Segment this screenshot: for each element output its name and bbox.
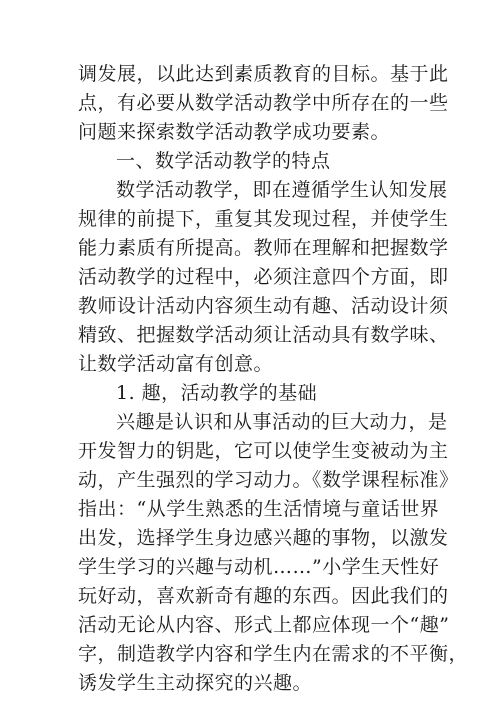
subsection-heading: 1. 趣，活动教学的基础 (116, 382, 318, 404)
text-line: 活动无论从内容、形式上都应体现一个“趣” (78, 614, 450, 636)
section-heading: 一、数学活动教学的特点 (116, 150, 331, 172)
text-line: 指出：“从学生熟悉的生活情境与童话世界 (78, 498, 440, 520)
text-line: 兴趣是认识和从事活动的巨大动力，是 (116, 411, 448, 433)
text-line: 动，产生强烈的学习动力。《数学课程标准》 (78, 469, 459, 491)
text-line: 规律的前提下，重复其发现过程，并使学生 (78, 208, 449, 230)
text-line: 调发展，以此达到素质教育的目标。基于此 (78, 63, 449, 85)
text-line: 字，制造教学内容和学生内在需求的不平衡， (78, 643, 469, 665)
text-line: 诱发学生主动探究的兴趣。 (78, 672, 313, 694)
text-line: 出发，选择学生身边感兴趣的事物，以激发 (78, 527, 449, 549)
text-line: 让数学活动富有创意。 (78, 353, 274, 375)
text-line: 能力素质有所提高。教师在理解和把握数学 (78, 237, 449, 259)
text-line: 问题来探索数学活动教学成功要素。 (78, 121, 391, 143)
text-line: 教师设计活动内容须生动有趣、活动设计须 (78, 295, 449, 317)
text-line: 开发智力的钥匙，它可以使学生变被动为主 (78, 440, 449, 462)
text-line: 点，有必要从数学活动教学中所存在的一些 (78, 92, 449, 114)
text-line: 活动教学的过程中，必须注意四个方面，即 (78, 266, 449, 288)
text-line: 学生学习的兴趣与动机……”小学生天性好 (78, 556, 440, 578)
text-line: 精致、把握数学活动须让活动具有数学味、 (78, 324, 449, 346)
text-line: 玩好动，喜欢新奇有趣的东西。因此我们的 (78, 585, 449, 607)
text-line: 数学活动教学，即在遵循学生认知发展 (116, 179, 448, 201)
